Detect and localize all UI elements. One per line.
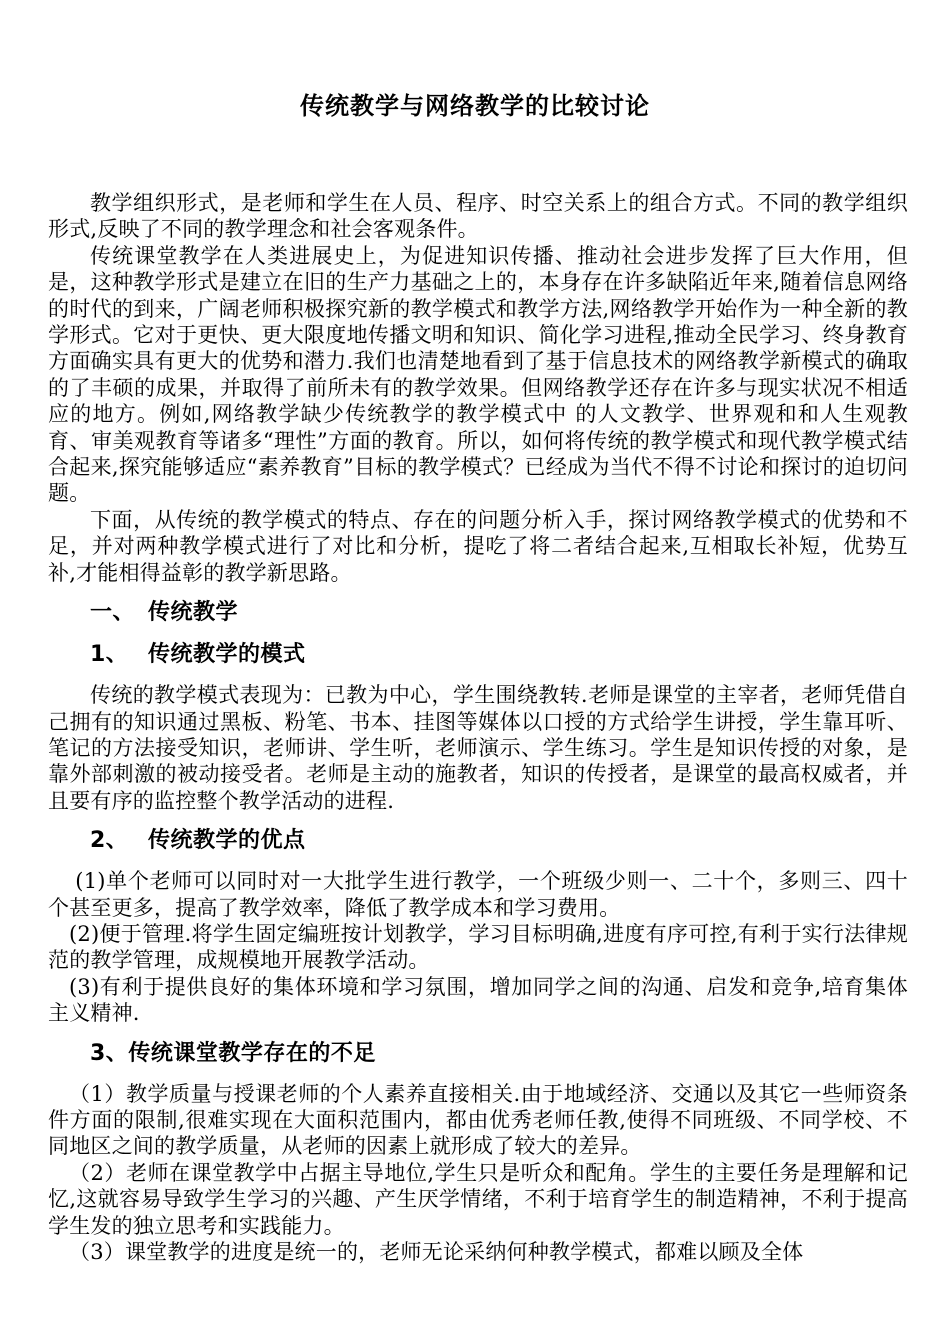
advantage-item-2: (2)便于管理.将学生固定编班按计划教学，学习目标明确,进度有序可控,有利于实行法律规范的教学管理，成规模地开展教学活动。	[48, 921, 908, 973]
subsection-heading-2	[90, 826, 908, 856]
subsection-number: 1、	[90, 642, 129, 668]
section-title: 传统教学	[148, 600, 239, 626]
document-body	[48, 190, 908, 1265]
section-number: 一、	[90, 600, 136, 626]
subsection-1-paragraph: 传统的教学模式表现为：已教为中心，学生围绕教转.老师是课堂的主宰者，老师凭借自己拥有的知识通过黑板、粉笔、书本、挂图等媒体以口授的方式给学生讲授，学生靠耳听、笔记的方法接受知识，老师讲、学生听，老师演示、学生练习。学生是知识传授的对象，是靠外部刺激的被动接受者。老师是主动的施教者，知识的传授者，是课堂的最高权威者，并且要有序的监控整个教学活动的进程.	[48, 683, 908, 813]
intro-paragraph-3: 下面，从传统的教学模式的特点、存在的问题分析入手，探讨网络教学模式的优势和不足，并对两种教学模式进行了对比和分析，提吃了将二者结合起来,互相取长补短，优势互补,才能相得益彰的教学新思路。	[48, 507, 908, 585]
subsection-number: 2、	[90, 828, 129, 854]
subsection-title: 传统教学的模式	[148, 642, 306, 668]
subsection-title: 传统教学的优点	[148, 828, 306, 854]
subsection-heading-1	[90, 640, 908, 670]
advantage-item-3: (3)有利于提供良好的集体环境和学习氛围，增加同学之间的沟通、启发和竞争,培育集体主义精神.	[48, 974, 908, 1026]
subsection-title: 传统课堂教学存在的不足	[128, 1040, 376, 1066]
section-heading-1	[90, 598, 908, 628]
advantage-item-1: (1)单个老师可以同时对一大批学生进行教学，一个班级少则一、二十个，多则三、四十个甚至更多，提高了教学效率，降低了教学成本和学习费用。	[48, 869, 908, 920]
shortcoming-item-1: （1）教学质量与授课老师的个人素养直接相关.由于地域经济、交通以及其它一些师资条件方面的限制,很难实现在大面积范围内，都由优秀老师任教,使得不同班级、不同学校、不同地区之间的教学质量，从老师的因素上就形成了较大的差异。	[48, 1081, 908, 1159]
shortcoming-item-2: （2）老师在课堂教学中占据主导地位,学生只是听众和配角。学生的主要任务是理解和记忆,这就容易导致学生学习的兴趣、产生厌学情绪，不利于培育学生的制造精神，不利于提高学生发的独立思考和实践能力。	[48, 1160, 908, 1238]
subsection-number: 3、	[90, 1040, 129, 1066]
shortcoming-item-3: （3）课堂教学的进度是统一的，老师无论采纳何种教学模式，都难以顾及全体	[69, 1240, 804, 1264]
subsection-heading-3	[90, 1039, 908, 1069]
page-title: 传统教学与网络教学的比较讨论	[300, 92, 650, 120]
intro-paragraph-2: 传统课堂教学在人类进展史上，为促进知识传播、推动社会进步发挥了巨大作用，但是，这种教学形式是建立在旧的生产力基础之上的，本身存在许多缺陷近年来,随着信息网络的时代的到来，广阔老师积极探究新的教学模式和教学方法,网络教学开始作为一种全新的教学形式。它对于更快、更大限度地传播文明和知识、简化学习进程,推动全民学习、终身教育方面确实具有更大的优势和潜力.我们也清楚地看到了基于信息技术的网络教学新模式的确取的了丰硕的成果，并取得了前所未有的教学效果。但网络教学还存在许多与现实状况不相适应的地方。例如,网络教学缺少传统教学的教学模式中 的人文教学、世界观和和人生观教育、审美观教育等诸多“理性”方面的教育。所以，如何将传统的教学模式和现代教学模式结合起来,探究能够适应“素养教育”目标的教学模式？已经成为当代不得不讨论和探讨的迫切问题。	[48, 243, 908, 506]
intro-paragraph-1: 教学组织形式，是老师和学生在人员、程序、时空关系上的组合方式。不同的教学组织形式,反映了不同的教学理念和社会客观条件。	[48, 191, 908, 242]
